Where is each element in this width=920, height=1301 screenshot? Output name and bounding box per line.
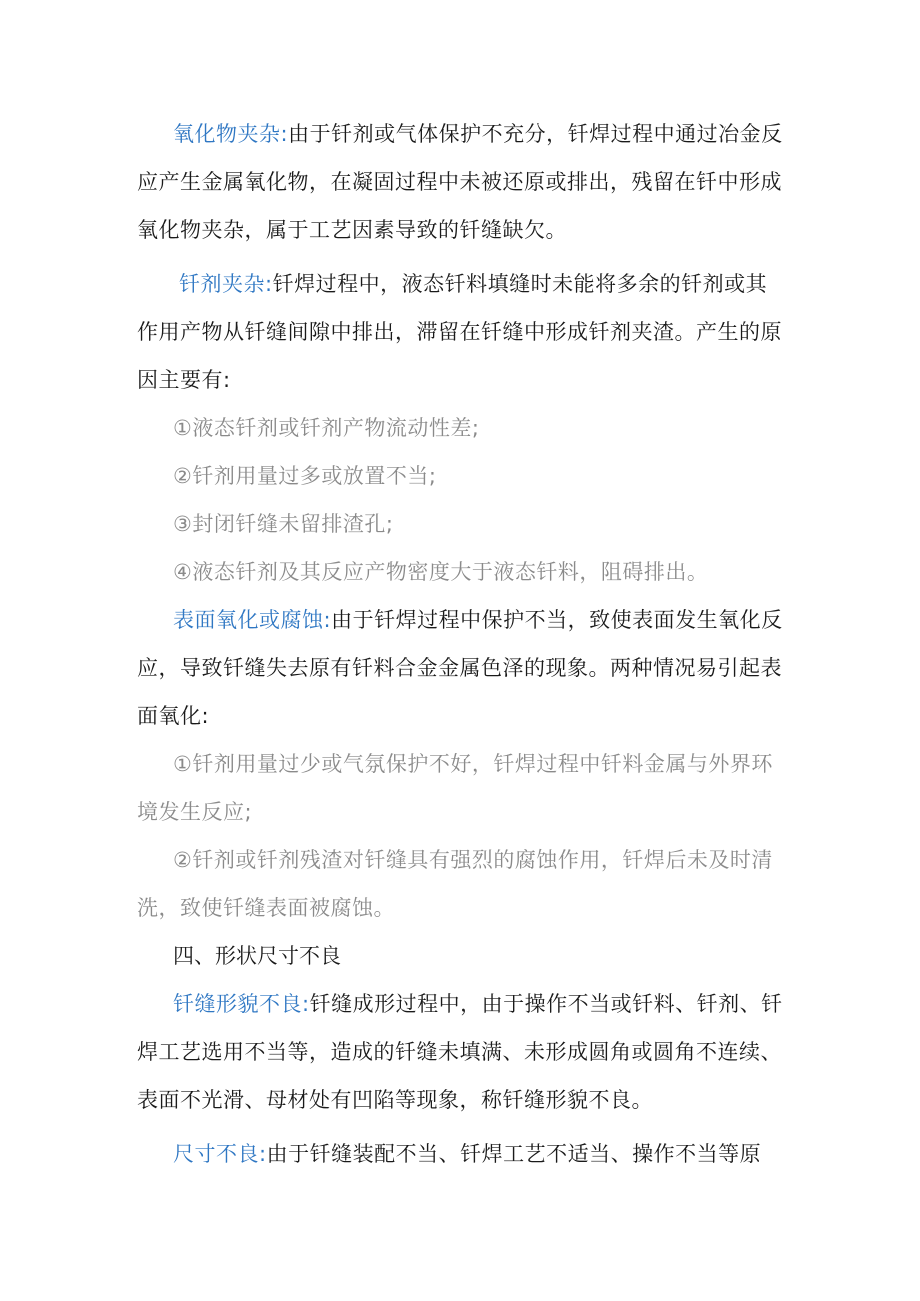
text-oxide-inclusion: 由于钎剂或气体保护不充分，钎焊过程中通过冶金反应产生金属氧化物，在凝固过程中未被还原或排出，残留在钎中形成氧化物夹杂，属于工艺因素导致的钎缝缺欠。	[137, 122, 783, 242]
text-flux-inclusion: 钎焊过程中，液态钎料填缝时未能将多余的钎剂或其作用产物从钎缝间隙中排出，滞留在钎缝中形成钎剂夹渣。产生的原因主要有:	[137, 272, 782, 392]
term-oxide-inclusion: 氧化物夹杂:	[173, 122, 289, 146]
document-body	[137, 110, 787, 1178]
text-shape-defect: 钎缝成形过程中，由于操作不当或钎料、钎剂、钎焊工艺选用不当等，造成的钎缝未填满、未形成圆角或圆角不连续、表面不光滑、母材处有凹陷等现象，称钎缝形貌不良。	[137, 992, 783, 1112]
term-size-defect: 尺寸不良:	[173, 1142, 267, 1166]
paragraph-oxide-inclusion	[137, 110, 787, 254]
text-size-defect: 由于钎缝装配不当、钎焊工艺不适当、操作不当等原	[266, 1142, 762, 1166]
surface-cause-item: ①钎剂用量过少或气氛保护不好，钎焊过程中钎料金属与外界环境发生反应;	[137, 752, 773, 824]
section-heading: 四、形状尺寸不良	[173, 944, 341, 968]
text-surface-oxidation: 由于钎焊过程中保护不当，致使表面发生氧化反应，导致钎缝失去原有钎料合金金属色泽的现象。两种情况易引起表面氧化:	[137, 608, 783, 728]
term-shape-defect: 钎缝形貌不良:	[173, 992, 310, 1016]
flux-cause-item: ①液态钎剂或钎剂产物流动性差;	[173, 416, 480, 440]
paragraph-surface-oxidation	[137, 596, 787, 740]
flux-cause-item: ④液态钎剂及其反应产物密度大于液态钎料，阻碍排出。	[173, 560, 709, 584]
term-surface-oxidation: 表面氧化或腐蚀:	[173, 608, 332, 632]
flux-cause-item: ②钎剂用量过多或放置不当;	[173, 464, 437, 488]
paragraph-size-defect	[137, 1130, 787, 1178]
paragraph-flux-inclusion	[137, 260, 787, 404]
term-flux-inclusion: 钎剂夹杂:	[179, 272, 273, 296]
flux-cause-item: ③封闭钎缝未留排渣孔;	[173, 512, 394, 536]
paragraph-shape-defect	[137, 980, 787, 1124]
surface-cause-item: ②钎剂或钎剂残渣对钎缝具有强烈的腐蚀作用，钎焊后未及时清洗，致使钎缝表面被腐蚀。	[137, 848, 773, 920]
